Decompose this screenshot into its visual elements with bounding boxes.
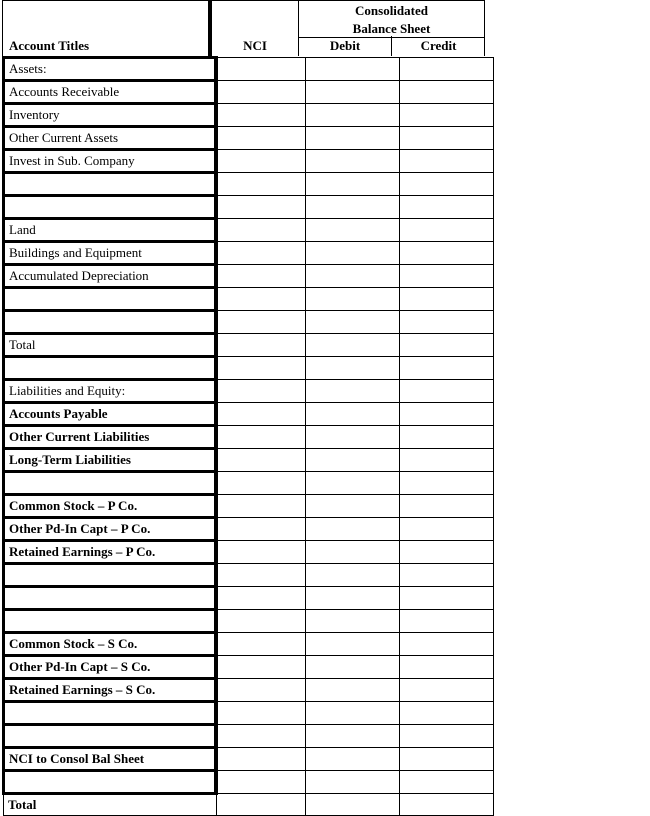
nci-cell[interactable] bbox=[216, 380, 306, 403]
table-row bbox=[4, 449, 494, 472]
credit-cell[interactable] bbox=[400, 311, 494, 334]
table-row bbox=[4, 242, 494, 265]
table-row bbox=[4, 311, 494, 334]
account-title-cell: NCI to Consol Bal Sheet bbox=[4, 748, 217, 771]
debit-cell[interactable] bbox=[306, 725, 400, 748]
debit-cell[interactable] bbox=[306, 472, 400, 495]
account-title-cell bbox=[4, 610, 217, 633]
table-row bbox=[4, 472, 494, 495]
nci-cell[interactable] bbox=[216, 127, 306, 150]
debit-header: Debit bbox=[299, 36, 392, 56]
debit-cell[interactable] bbox=[306, 334, 400, 357]
credit-cell[interactable] bbox=[400, 472, 494, 495]
account-titles-header-cell bbox=[2, 0, 212, 56]
nci-cell[interactable] bbox=[216, 748, 306, 771]
debit-cell[interactable] bbox=[306, 518, 400, 541]
nci-cell[interactable] bbox=[216, 564, 306, 587]
nci-cell[interactable] bbox=[216, 656, 306, 679]
credit-cell[interactable] bbox=[400, 771, 494, 794]
table-row bbox=[4, 357, 494, 380]
worksheet-table bbox=[2, 56, 494, 816]
account-title-cell: Common Stock – S Co. bbox=[4, 633, 217, 656]
nci-cell[interactable] bbox=[216, 449, 306, 472]
table-row bbox=[4, 633, 494, 656]
credit-cell[interactable] bbox=[400, 587, 494, 610]
credit-cell[interactable] bbox=[400, 81, 494, 104]
debit-cell[interactable] bbox=[306, 311, 400, 334]
credit-cell[interactable] bbox=[400, 564, 494, 587]
credit-cell[interactable] bbox=[400, 449, 494, 472]
account-title-cell: Common Stock – P Co. bbox=[4, 495, 217, 518]
credit-cell[interactable] bbox=[400, 104, 494, 127]
credit-cell[interactable] bbox=[400, 127, 494, 150]
account-titles-header: Account Titles bbox=[9, 38, 90, 53]
debit-cell[interactable] bbox=[306, 242, 400, 265]
account-title-cell bbox=[4, 587, 217, 610]
credit-cell[interactable] bbox=[400, 610, 494, 633]
account-title-cell: Liabilities and Equity: bbox=[4, 380, 217, 403]
debit-cell[interactable] bbox=[306, 173, 400, 196]
debit-cell[interactable] bbox=[306, 564, 400, 587]
nci-cell[interactable] bbox=[216, 288, 306, 311]
nci-header: NCI bbox=[243, 38, 267, 53]
nci-cell[interactable] bbox=[216, 58, 306, 81]
credit-cell[interactable] bbox=[400, 242, 494, 265]
account-title-cell bbox=[4, 702, 217, 725]
debit-cell[interactable] bbox=[306, 541, 400, 564]
nci-cell[interactable] bbox=[216, 794, 306, 816]
debit-cell[interactable] bbox=[306, 357, 400, 380]
nci-cell[interactable] bbox=[216, 334, 306, 357]
debit-cell[interactable] bbox=[306, 449, 400, 472]
credit-cell[interactable] bbox=[400, 495, 494, 518]
account-title-cell: Other Current Liabilities bbox=[4, 426, 217, 449]
debit-cell[interactable] bbox=[306, 679, 400, 702]
debit-cell[interactable] bbox=[306, 771, 400, 794]
table-row bbox=[4, 288, 494, 311]
nci-cell[interactable] bbox=[216, 219, 306, 242]
debit-cell[interactable] bbox=[306, 794, 400, 816]
credit-cell[interactable] bbox=[400, 748, 494, 771]
debit-cell[interactable] bbox=[306, 656, 400, 679]
account-title-cell bbox=[4, 771, 217, 794]
nci-cell[interactable] bbox=[216, 173, 306, 196]
nci-cell[interactable] bbox=[216, 242, 306, 265]
credit-cell[interactable] bbox=[400, 173, 494, 196]
table-row bbox=[4, 196, 494, 219]
consolidated-title bbox=[299, 2, 484, 38]
consolidated-title-line2: Balance Sheet bbox=[352, 21, 431, 36]
credit-cell[interactable] bbox=[400, 403, 494, 426]
nci-cell[interactable] bbox=[216, 725, 306, 748]
worksheet-header bbox=[2, 0, 486, 56]
account-title-cell bbox=[4, 288, 217, 311]
table-row bbox=[4, 219, 494, 242]
nci-cell[interactable] bbox=[216, 702, 306, 725]
nci-cell[interactable] bbox=[216, 357, 306, 380]
debit-cell[interactable] bbox=[306, 587, 400, 610]
credit-cell[interactable] bbox=[400, 380, 494, 403]
nci-cell[interactable] bbox=[216, 265, 306, 288]
table-row bbox=[4, 564, 494, 587]
debit-cell[interactable] bbox=[306, 633, 400, 656]
table-row bbox=[4, 127, 494, 150]
credit-cell[interactable] bbox=[400, 426, 494, 449]
table-row bbox=[4, 725, 494, 748]
table-row bbox=[4, 679, 494, 702]
debit-cell[interactable] bbox=[306, 403, 400, 426]
credit-cell[interactable] bbox=[400, 58, 494, 81]
nci-cell[interactable] bbox=[216, 610, 306, 633]
nci-cell[interactable] bbox=[216, 541, 306, 564]
debit-cell[interactable] bbox=[306, 58, 400, 81]
account-title-cell: Buildings and Equipment bbox=[4, 242, 217, 265]
table-row bbox=[4, 771, 494, 794]
table-row bbox=[4, 334, 494, 357]
credit-cell[interactable] bbox=[400, 196, 494, 219]
account-title-cell bbox=[4, 472, 217, 495]
account-title-cell: Land bbox=[4, 219, 217, 242]
credit-cell[interactable] bbox=[400, 219, 494, 242]
consolidated-title-line1: Consolidated bbox=[355, 3, 428, 18]
debit-cell[interactable] bbox=[306, 288, 400, 311]
credit-header: Credit bbox=[420, 38, 457, 53]
credit-cell[interactable] bbox=[400, 518, 494, 541]
credit-cell[interactable] bbox=[400, 679, 494, 702]
table-row bbox=[4, 518, 494, 541]
table-row bbox=[4, 610, 494, 633]
account-title-cell bbox=[4, 725, 217, 748]
nci-cell[interactable] bbox=[216, 196, 306, 219]
nci-cell[interactable] bbox=[216, 771, 306, 794]
account-title-cell: Other Pd-In Capt – S Co. bbox=[4, 656, 217, 679]
account-title-cell bbox=[4, 357, 217, 380]
account-title-cell: Assets: bbox=[4, 58, 217, 81]
credit-cell[interactable] bbox=[400, 357, 494, 380]
table-row bbox=[4, 748, 494, 771]
table-row bbox=[4, 58, 494, 81]
table-row bbox=[4, 495, 494, 518]
consolidated-balance-sheet-header bbox=[299, 0, 485, 56]
debit-cell[interactable] bbox=[306, 380, 400, 403]
table-row bbox=[4, 81, 494, 104]
nci-cell[interactable] bbox=[216, 426, 306, 449]
debit-cell[interactable] bbox=[306, 610, 400, 633]
account-title-cell: Accumulated Depreciation bbox=[4, 265, 217, 288]
account-title-cell: Retained Earnings – P Co. bbox=[4, 541, 217, 564]
nci-cell[interactable] bbox=[216, 633, 306, 656]
debit-cell[interactable] bbox=[306, 265, 400, 288]
table-row bbox=[4, 587, 494, 610]
account-title-cell: Total bbox=[4, 794, 217, 816]
account-title-cell: Total bbox=[4, 334, 217, 357]
consolidation-worksheet bbox=[2, 0, 486, 816]
table-row bbox=[4, 541, 494, 564]
table-row bbox=[4, 403, 494, 426]
nci-cell[interactable] bbox=[216, 81, 306, 104]
account-title-cell bbox=[4, 173, 217, 196]
nci-cell[interactable] bbox=[216, 150, 306, 173]
nci-cell[interactable] bbox=[216, 311, 306, 334]
debit-cell[interactable] bbox=[306, 426, 400, 449]
account-title-cell: Long-Term Liabilities bbox=[4, 449, 217, 472]
nci-cell[interactable] bbox=[216, 518, 306, 541]
account-title-cell: Inventory bbox=[4, 104, 217, 127]
account-title-cell: Other Current Assets bbox=[4, 127, 217, 150]
account-title-cell: Accounts Receivable bbox=[4, 81, 217, 104]
table-row bbox=[4, 702, 494, 725]
account-title-cell: Accounts Payable bbox=[4, 403, 217, 426]
account-title-cell bbox=[4, 196, 217, 219]
account-title-cell bbox=[4, 564, 217, 587]
credit-cell[interactable] bbox=[400, 541, 494, 564]
credit-cell[interactable] bbox=[400, 702, 494, 725]
credit-cell[interactable] bbox=[400, 265, 494, 288]
table-row bbox=[4, 173, 494, 196]
debit-cell[interactable] bbox=[306, 219, 400, 242]
nci-cell[interactable] bbox=[216, 104, 306, 127]
debit-cell[interactable] bbox=[306, 104, 400, 127]
nci-cell[interactable] bbox=[216, 679, 306, 702]
table-row bbox=[4, 380, 494, 403]
table-row bbox=[4, 104, 494, 127]
credit-cell[interactable] bbox=[400, 725, 494, 748]
table-row bbox=[4, 150, 494, 173]
debit-cell[interactable] bbox=[306, 81, 400, 104]
nci-cell[interactable] bbox=[216, 495, 306, 518]
credit-cell[interactable] bbox=[400, 288, 494, 311]
credit-cell[interactable] bbox=[400, 150, 494, 173]
debit-cell[interactable] bbox=[306, 127, 400, 150]
table-row bbox=[4, 656, 494, 679]
nci-header-cell bbox=[212, 0, 299, 56]
nci-cell[interactable] bbox=[216, 403, 306, 426]
account-title-cell: Invest in Sub. Company bbox=[4, 150, 217, 173]
nci-cell[interactable] bbox=[216, 472, 306, 495]
table-row bbox=[4, 794, 494, 816]
debit-cell[interactable] bbox=[306, 495, 400, 518]
table-row bbox=[4, 265, 494, 288]
debit-cell[interactable] bbox=[306, 150, 400, 173]
account-title-cell: Retained Earnings – S Co. bbox=[4, 679, 217, 702]
account-title-cell bbox=[4, 311, 217, 334]
credit-cell[interactable] bbox=[400, 656, 494, 679]
nci-cell[interactable] bbox=[216, 587, 306, 610]
debit-cell[interactable] bbox=[306, 196, 400, 219]
table-row bbox=[4, 426, 494, 449]
credit-cell[interactable] bbox=[400, 633, 494, 656]
credit-cell[interactable] bbox=[400, 334, 494, 357]
debit-cell[interactable] bbox=[306, 748, 400, 771]
debit-cell[interactable] bbox=[306, 702, 400, 725]
credit-cell[interactable] bbox=[400, 794, 494, 816]
account-title-cell: Other Pd-In Capt – P Co. bbox=[4, 518, 217, 541]
